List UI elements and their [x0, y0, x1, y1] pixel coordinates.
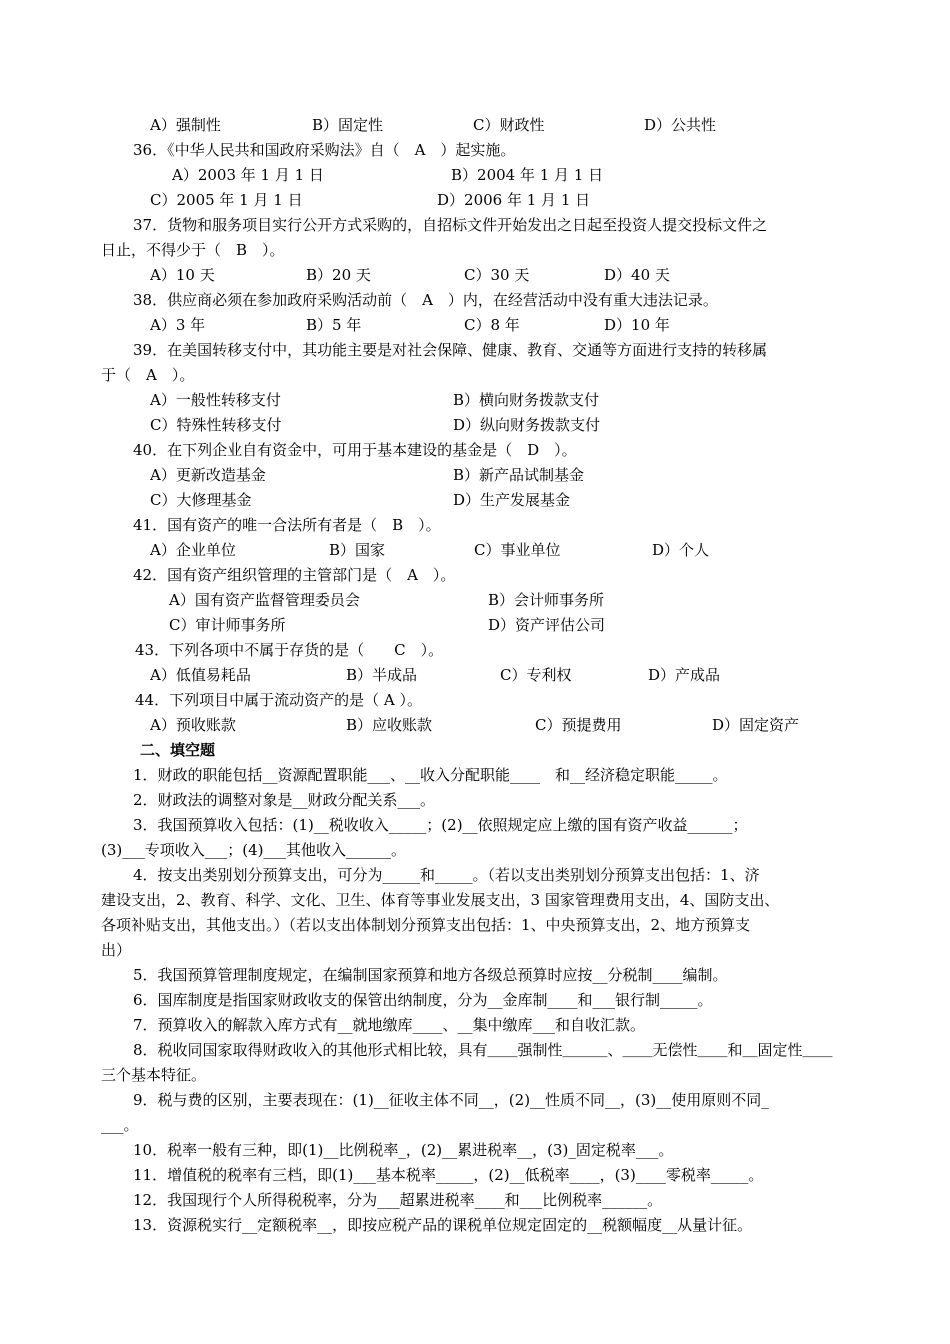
- option-a: A）2003 年 1 月 1 日: [172, 166, 324, 184]
- option-c: C）预提费用: [535, 716, 622, 734]
- option-a: A）国有资产监督管理委员会: [169, 591, 360, 609]
- option-d: D）产成品: [648, 666, 721, 684]
- option-b: B）半成品: [346, 666, 418, 684]
- option-b: B）横向财务拨款支付: [453, 391, 600, 409]
- option-c: C）大修理基金: [150, 491, 252, 509]
- option-c: C）审计师事务所: [169, 616, 286, 634]
- document-page: A）强制性 B）固定性 C）财政性 D）公共性 36．《中华人民共和国政府采购法》自（ A ）起实施。 A）2003 年 1 月 1 日 B）2004 年 1 月 1 日 C）2005 年 1 月 1 日 D）2006 年 1 月 1 日 37．货物和服务项目实行公开方式采购的，自招标文件开始发出之日起至投资人提交投标文件之 日止，不得少于（ B ）。 A）10 天 B）20 天 C）30 天 D）40 天 38．供应商必须在参加政府采购活动前（ A ）内，在经营活动中没有重大违法记录。 A）3 年 B）5 年 C）8 年 D）10 年 39．在美国转移支付中，其功能主要是对社会保障、健康、教育、交通等方面进行支持的转移属 于（ A ）。 A）一般性转移支付 B）横向财务拨款支付 C）特殊性转移支付 D）纵向财务拨款支付 40．在下列企业自有资金中，可用于基本建设的基金是（ D ）。 A）更新改造基金 B）新产品试制基金 C）大修理基金 D）生产发展基金 41．国有资产的唯一合法所有者是（ B ）。 A）企业单位 B）国家 C）事业单位 D）个人 42．国有资产组织管理的主管部门是（ A ）。 A）国有资产监督管理委员会 B）会计师事务所 C）审计师事务所 D）资产评估公司 43．下列各项中不属于存货的是（ C ）。 A）低值易耗品 B）半成品 C）专利权 D）产成品 44．下列项目中属于流动资产的是（ A ）。 A）预收账款 B）应收账款 C）预提费用 D）固定资产 二、填空题 1．财政的职能包括__资源配置职能___、__收入分配职能____ 和__经济稳定职能_____。 2．财政法的调整对象是__财政分配关系___。 3．我国预算收入包括：(1)__税收收入_____；(2)__依照规定应上缴的国有资产收益______； (3)___专项收入___；(4)___其他收入______。 4．按支出类别划分预算支出，可分为_____和_____。（若以支出类别划分预算支出包括：1、济 建设支出，2、教育、科学、文化、卫生、体育等事业发展支出，3 国家管理费用支出，4、国防支出、 各项补贴支出，其他支出。）（若以支出体制划分预算支出包括：1、中央预算支出，2、地方预算支 出） 5．我国预算管理制度规定，在编制国家预算和地方各级总预算时应按__分税制____编制。 6．国库制度是指国家财政收支的保管出纳制度，分为__金库制____和___银行制_____。 7．预算收入的解款入库方式有__就地缴库____、__集中缴库___和自收汇款。 8．税收同国家取得财政收入的其他形式相比较，具有＿＿强制性＿＿＿、＿＿无偿性＿＿和＿固定性＿＿ 三个基本特征。 9．税与费的区别，主要表现在：(1)__征收主体不同__，(2)__性质不同__，(3)__使用原则不同_ ___。 10．税率一般有三种，即(1)__比例税率_，(2)__累进税率__，(3)_固定税率___。 11．增值税的税率有三档，即(1)___基本税率_____，(2)__低税率____，(3)____零税率_____。 12．我国现行个人所得税税率，分为___超累进税率____和___比例税率______。 13．资源税实行__定额税率__，即按应税产品的课税单位规定固定的__税额幅度__从量计征。: [101, 116, 833, 1234]
- option-b: B）新产品试制基金: [453, 466, 585, 484]
- option-d: D）公共性: [644, 116, 717, 134]
- option-a: A）一般性转移支付: [150, 391, 281, 409]
- option-b: B）5 年: [306, 316, 362, 334]
- option-d: D）生产发展基金: [453, 491, 571, 509]
- option-c: C）专利权: [500, 666, 572, 684]
- option-c: C）30 天: [464, 266, 530, 284]
- option-b: B）20 天: [306, 266, 371, 284]
- option-a: A）低值易耗品: [150, 666, 251, 684]
- option-a: A）10 天: [150, 266, 215, 284]
- option-c: C）财政性: [473, 116, 545, 134]
- option-d: D）10 年: [604, 316, 670, 334]
- option-b: B）国家: [329, 541, 386, 559]
- option-b: B）2004 年 1 月 1 日: [451, 166, 604, 184]
- option-a: A）3 年: [150, 316, 206, 334]
- option-d: D）2006 年 1 月 1 日: [437, 191, 591, 209]
- option-a: A）预收账款: [150, 716, 236, 734]
- option-d: D）资产评估公司: [488, 616, 606, 634]
- option-d: D）纵向财务拨款支付: [453, 416, 601, 434]
- option-c: C）特殊性转移支付: [150, 416, 282, 434]
- option-c: C）2005 年 1 月 1 日: [150, 191, 303, 209]
- option-a: A）企业单位: [150, 541, 236, 559]
- option-a: A）强制性: [150, 116, 221, 134]
- option-b: B）应收账款: [346, 716, 433, 734]
- option-b: B）会计师事务所: [488, 591, 605, 609]
- option-a: A）更新改造基金: [150, 466, 266, 484]
- option-d: D）个人: [652, 541, 710, 559]
- option-c: C）事业单位: [474, 541, 561, 559]
- option-c: C）8 年: [464, 316, 520, 334]
- option-b: B）固定性: [312, 116, 384, 134]
- option-d: D）固定资产: [712, 716, 800, 734]
- option-d: D）40 天: [604, 266, 670, 284]
